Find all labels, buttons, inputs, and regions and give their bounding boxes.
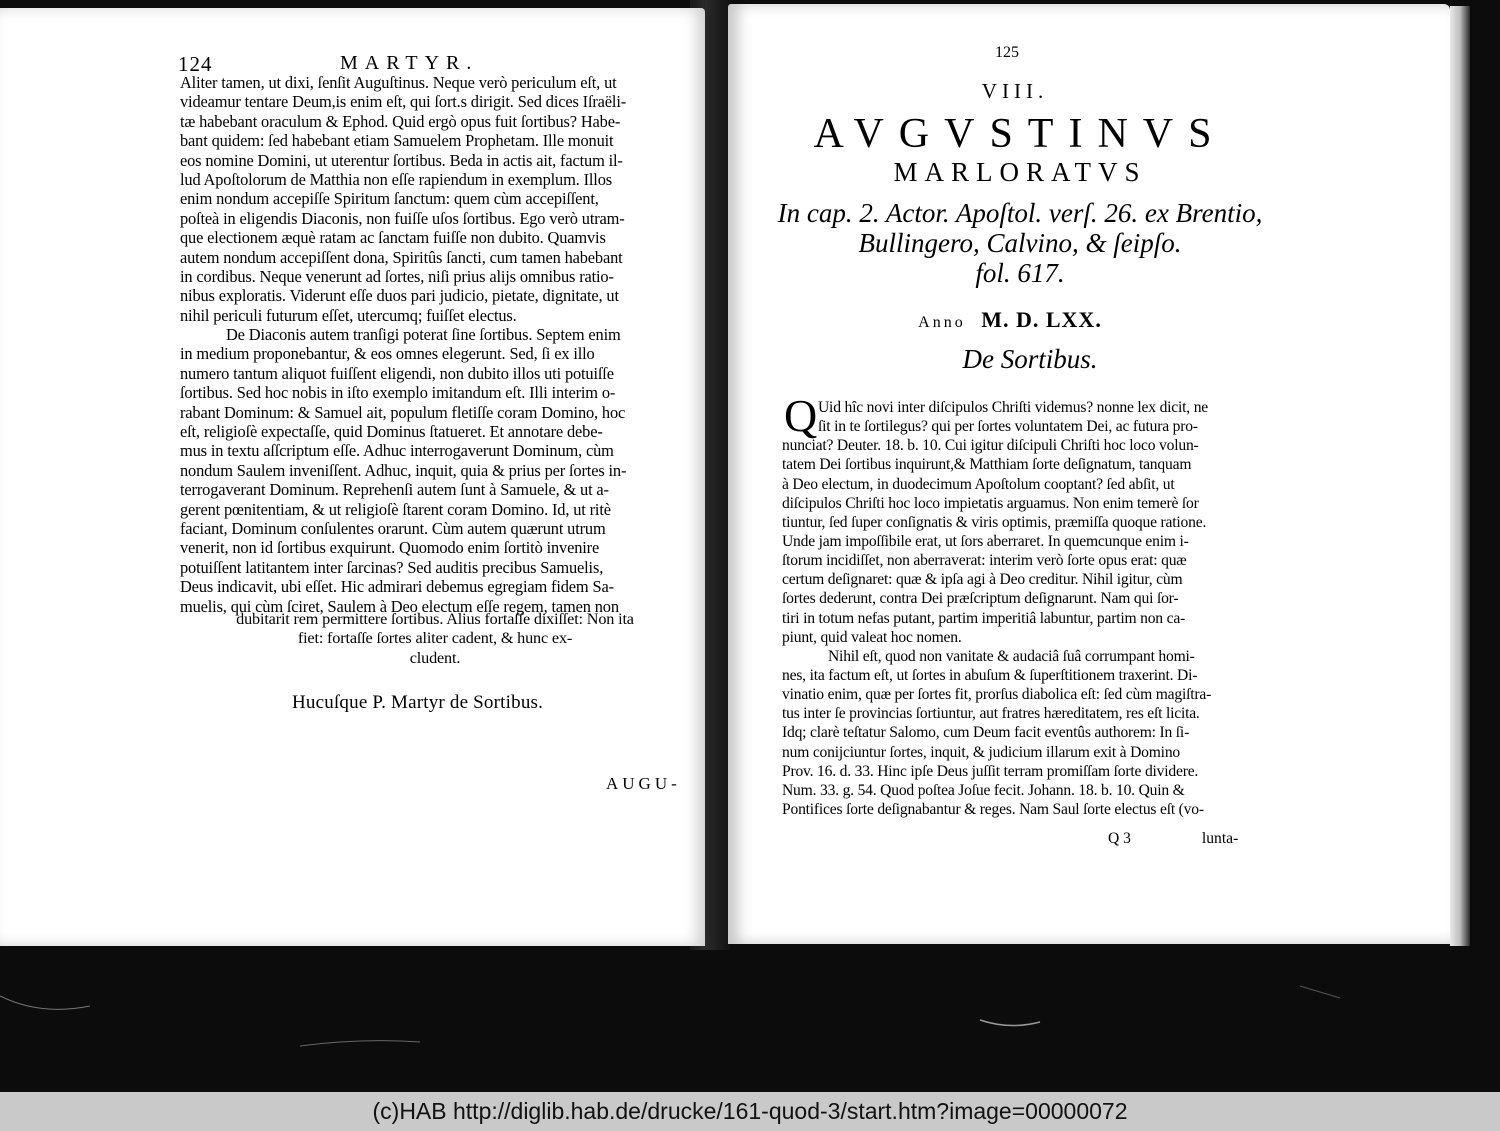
text-line: nibus exploratis. Viderunt eſſe duos pari judicio, pietate, dignitate, ut [180,286,619,306]
left-catchword: AUGU- [606,774,681,793]
text-line: ſortes dederunt, contra Dei præſcriptum deſignarunt. Nam qui ſor- [782,590,1179,608]
drop-cap: Q [784,390,818,441]
text-line: diſcipulos Chriſti hoc loco impietatis arguamus. Non enim temerè ſor [782,494,1199,512]
right-catchword: lunta- [1201,830,1239,847]
text-line: autem nondum accepiſſent dona, Spiritûs ſancti, cum tamen habebant [180,247,623,267]
copyright-footer: (c)HAB http://diglib.hab.de/drucke/161-quod-3/start.htm?image=00000072 [0,1092,1500,1131]
left-body-text [180,73,680,616]
text-line: Uid hîc novi inter diſcipulos Chriſti videmus? nonne lex dicit, ne [818,399,1209,416]
text-line: Deus indicavit, ubi eſſet. Hic admirari debemus egregiam fidem Sa- [180,577,614,597]
text-line: De Diaconis autem tranſigi poterat ſine ſortibus. Septem enim [226,325,621,345]
text-line: num conijciuntur ſortes, inquit, & judicium illarum exit à Domino [782,743,1181,761]
section-number: VIII. [981,79,1049,103]
anno-line [870,307,1150,333]
text-line: Prov. 16. d. 33. Hinc ipſe Deus juſſit terram promiſſam ſorte dividere. [782,762,1199,780]
text-line: rabant Dominum: & Samuel ait, populum fletiſſe coram Domino, hoc [180,402,626,422]
text-line: muelis, qui cùm ſciret, Saulem à Deo electum eſſe regem, tamen non [180,596,619,616]
anno-label: Anno [918,314,966,331]
text-line: enim nondum accepiſſe Spiritum ſanctum: quem cùm accepiſſent, [180,189,599,209]
right-page-foot [1108,830,1258,848]
text-line: cludent. [409,648,461,667]
section-heading: De Sortibus. [962,344,1098,374]
scanner-background-noise [0,946,1500,1092]
right-page-number: 125 [995,44,1019,61]
right-body-text [782,390,1258,819]
text-line: tus inter ſe provincias ſortiuntur, aut fratres hæreditatem, res eſt licita. [782,705,1200,723]
text-line: in medium proponebantur, & eos omnes elegerunt. Sed, ſi ex illo [180,344,595,364]
text-line: potuiſſent latitantem inter ſarcinas? Sed auditis precibus Samuelis, [180,557,604,577]
page-edge-shadow [1450,6,1470,946]
left-tail-text [200,610,670,668]
text-line: ſortibus. Sed hoc nobis in iſto exemplo imitandum eſt. Illi interim o- [180,383,616,403]
left-page-number: 124 [178,52,213,76]
text-line: lud Apoſtolorum de Matthia non eſſe rapiendum in exemplum. Illos [180,169,612,189]
text-line: Nihil eſt, quod non vanitate & audaciâ ſuâ corrumpant homi- [828,647,1195,665]
text-line: gerent pœnitentiam, & ut religioſè ſtarent coram Domino. Id, ut ritè [180,499,611,519]
text-line: videamur tentare Deum,is enim eſt, qui ſort.s dirigit. Sed dices Iſraëli- [180,92,627,112]
anno-year: M. D. LXX. [981,307,1102,332]
text-line: piunt, quid valeat hoc nomen. [782,628,962,646]
text-line: tatem Dei ſortibus inquirunt,& Matthiam ſorte deſignatum, tanquam [782,456,1192,474]
text-line: que electionem æquè ratam ac ſanctam fuiſſe non dubito. Quamvis [180,228,606,248]
text-line: à Deo electum, in duodecimum Apoſtolum cooptant? ſed abſit, ut [782,475,1175,493]
text-line: eos nomine Domini, ut uterentur ſortibus. Beda in actis ait, factum il- [180,150,623,170]
text-line: Num. 33. g. 54. Quod poſtea Joſue fecit. Johann. 18. b. 10. Quin & [782,781,1185,799]
text-line: numero tantum aliquot fuiſſent eligendi, non dubito illos uti potuiſſe [180,363,614,383]
text-line: bant quidem: ſed habebant etiam Samuelem Prophetam. Ille monuit [180,131,614,151]
text-line: in cordibus. Neque venerunt ad ſortes, niſi prius alijs omnibus ratio- [180,266,614,286]
left-running-head: MARTYR. [340,52,479,74]
text-line: Aliter tamen, ut dixi, ſenſit Auguſtinus. Neque verò periculum eſt, ut [180,73,617,92]
left-closing-line: Hucuſque P. Martyr de Sortibus. [292,692,544,713]
text-line: fiet: fortaſſe ſortes aliter cadent, & hunc ex- [297,629,573,648]
title-sub: MARLORATVS [893,157,1147,187]
subtitle-line: fol. 617. [975,258,1065,288]
text-line: eſt, religioſè expectaſſe, quid Dominus ſtatueret. Et annotare debe- [180,422,603,442]
text-line: ſtorum incidiſſet, non aberraverat: interim verò ſorte opus erat: quæ [782,552,1187,570]
text-line: Idq; clarè teſtatur Salomo, cum Deum facit eventûs authorem: In ſi- [782,724,1190,742]
text-line: certum deſignaret: quæ & ipſa agi à Deo creditur. Nihil igitur, cùm [782,571,1183,589]
text-line: tiuntur, ſed ſuper conſignatis & viris optimis, præmiſſa quoque ratione. [782,513,1207,531]
subtitle-line: Bullingero, Calvino, & ſeipſo. [858,228,1182,258]
text-line: faciant, Dominum conſulentes orarunt. Cùm autem quærunt utrum [180,518,606,538]
text-line: nes, ita factum eſt, ut ſortes in abuſum & ſuperſtitionem traxerint. Di- [782,666,1198,684]
subtitle-block [770,198,1270,288]
text-line: Unde jam impoſſibile erat, ut ſors aberraret. In quemcunque enim i- [782,532,1189,550]
text-line: tiri in totum nefas putant, partim imperitiâ labuntur, partim non ca- [782,609,1186,627]
text-line: nunciat? Deuter. 18. b. 10. Cui igitur diſcipuli Chriſti hoc loco volun- [782,437,1199,455]
subtitle-line: In cap. 2. Actor. Apoſtol. verſ. 26. ex Brentio, [777,198,1263,228]
text-line: poſteà in eligendis Diaconis, non fuiſſe uſos ſortibus. Ego verò utram- [180,208,625,228]
text-line: vinatio enim, quæ per ſortes fit, prorſus diabolica eſt: ſed cùm magiſtra- [782,686,1212,704]
text-line: ſit in te ſortilegus? qui per ſortes voluntatem Dei, ac futura pro- [818,418,1198,436]
text-line: nondum Saulem inveniſſent. Adhuc, inquit, quia & prius per ſortes in- [180,460,627,480]
text-line: dubitarit rem permittere ſortibus. Alius fortaſſe dixiſſet: Non ita [236,610,634,628]
text-line: tæ habebant oraculum & Ephod. Quid ergò opus fuit ſortibus? Habe- [180,111,621,131]
text-line: venerit, non id ſortibus exquirunt. Quomodo enim ſortitò invenire [180,538,600,558]
signature-mark: Q 3 [1108,830,1131,847]
text-line: terrogaverant Dominum. Reprehenſi autem ſunt à Samuele, & ut a- [180,480,609,500]
text-line: mus in textu aſſcriptum eſſe. Adhuc interrogaverunt Dominum, cùm [180,441,614,461]
text-line: Pontifices ſorte deſignabantur & reges. Nam Saul ſorte electus eſt (vo- [782,800,1204,818]
title-main: AVGVSTINVS [813,111,1227,157]
text-line: nihil periculi futurum eſſet, utercumq; fuiſſet electus. [180,305,517,325]
